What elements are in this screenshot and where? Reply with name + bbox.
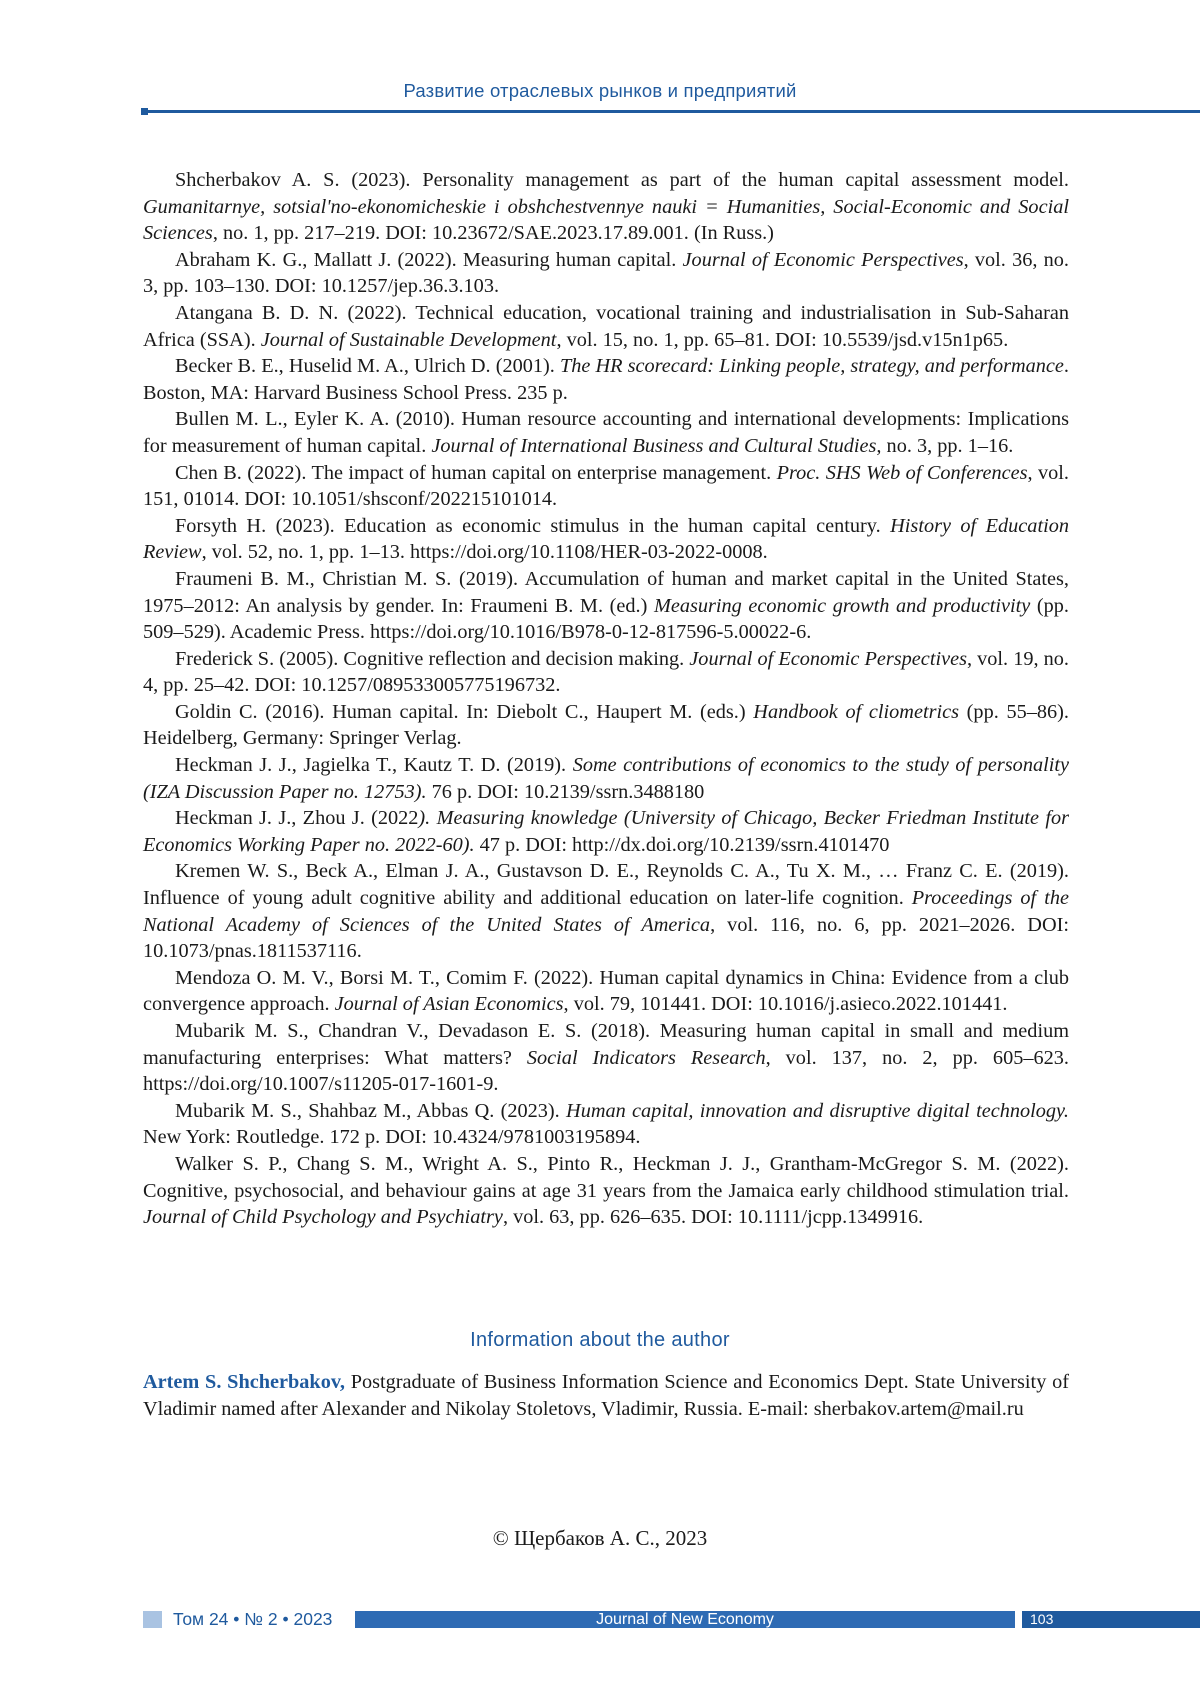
reference-item: Goldin C. (2016). Human capital. In: Diebolt C., Haupert M. (eds.) Handbook of cliometrics (pp. 55–86). Heidelberg, Germany: Springer Verlag. xyxy=(143,700,1069,750)
footer-issue: Том 24 • № 2 • 2023 xyxy=(173,1609,333,1629)
reference-item: Mubarik M. S., Shahbaz M., Abbas Q. (2023). Human capital, innovation and disruptive digital technology. New York: Routledge. 172 p. DOI: 10.4324/9781003195894. xyxy=(143,1099,1070,1149)
reference-item: Shcherbakov A. S. (2023). Personality management as part of the human capital assessment model. Gumanitarnye, sotsial'no-ekonomicheskie i obshchestvennye nauki = Humanities, Social-Economic and Social Sciences, no. 1, pp. 217–219. DOI: 10.23672/SAE.2023.17.89.001. (In Russ.) xyxy=(143,169,1069,245)
reference-item: Walker S. P., Chang S. M., Wright A. S., Pinto R., Heckman J. J., Grantham-McGregor S. M. (2022). Cognitive, psychosocial, and behaviour gains at age 31 years from the Jamaica early childhood stimulation trial. Journal of Child Psychology and Psychiatry, vol. 63, pp. 626–635. DOI: 10.1111/jcpp.1349916. xyxy=(143,1152,1069,1229)
reference-item: Becker B. E., Huselid M. A., Ulrich D. (2001). The HR scorecard: Linking people, strategy, and performance. Boston, MA: Harvard Business School Press. 235 p. xyxy=(143,355,1069,404)
footer-marker xyxy=(143,1611,162,1628)
page-number: 103 xyxy=(1022,1611,1200,1628)
footer-journal-title: Journal of New Economy xyxy=(355,1611,1015,1628)
header-rule xyxy=(146,110,1200,113)
author-details: Postgraduate of Business Information Science and Economics Dept. State University of Vladimir named after Alexander and Nikolay Stoletovs, Vladimir, Russia. E-mail: sherbakov.artem@mail.ru xyxy=(143,1371,1069,1420)
reference-item: Bullen M. L., Eyler K. A. (2010). Human resource accounting and international developments: Implications for measurement of human capital. Journal of International Business and Cultural Studies, no. 3, pp. 1–16. xyxy=(143,408,1069,457)
reference-item: Mendoza O. M. V., Borsi M. T., Comim F. (2022). Human capital dynamics in China: Evidence from a club convergence approach. Journal of Asian Economics, vol. 79, 101441. DOI: 10.1016/j.asieco.2022.101441. xyxy=(143,966,1069,1016)
author-section-title: Information about the author xyxy=(470,1329,730,1351)
reference-item: Chen B. (2022). The impact of human capital on enterprise management. Proc. SHS Web of Conferences, vol. 151, 01014. DOI: 10.1051/shsconf/202215101014. xyxy=(143,461,1069,511)
reference-item: Frederick S. (2005). Cognitive reflection and decision making. Journal of Economic Perspectives, vol. 19, no. 4, pp. 25–42. DOI: 10.1257/089533005775196732. xyxy=(143,647,1069,697)
author-info xyxy=(143,1369,1069,1422)
author-name: Artem S. Shcherbakov, xyxy=(143,1371,345,1393)
reference-item: Forsyth H. (2023). Education as economic stimulus in the human capital century. History of Education Review, vol. 52, no. 1, pp. 1–13. https://doi.org/10.1108/HER-03-2022-0008. xyxy=(143,514,1069,564)
reference-item: Fraumeni B. M., Christian M. S. (2019). Accumulation of human and market capital in the United States, 1975–2012: An analysis by gender. In: Fraumeni B. M. (ed.) Measuring economic growth and productivity (pp. 509–529). Academic Press. https://doi.org/10.1016/B978-0-12-817596-5.00022-6. xyxy=(143,567,1069,644)
copyright-notice: © Щербаков А. С., 2023 xyxy=(492,1526,708,1550)
reference-item: Abraham K. G., Mallatt J. (2022). Measuring human capital. Journal of Economic Perspectives, vol. 36, no. 3, pp. 103–130. DOI: 10.1257/jep.36.3.103. xyxy=(143,248,1069,298)
reference-item: Atangana B. D. N. (2022). Technical education, vocational training and industrialisation in Sub-Saharan Africa (SSA). Journal of Sustainable Development, vol. 15, no. 1, pp. 65–81. DOI: 10.5539/jsd.v15n1p65. xyxy=(143,301,1069,351)
reference-item: Heckman J. J., Jagielka T., Kautz T. D. (2019). Some contributions of economics to the study of personality (IZA Discussion Paper no. 12753). 76 p. DOI: 10.2139/ssrn.3488180 xyxy=(143,754,1070,803)
reference-item: Mubarik M. S., Chandran V., Devadason E. S. (2018). Measuring human capital in small and medium manufacturing enterprises: What matters? Social Indicators Research, vol. 137, no. 2, pp. 605–623. https://doi.org/10.1007/s11205-017-1601-9. xyxy=(143,1020,1069,1096)
running-title: Развитие отраслевых рынков и предприятий xyxy=(403,80,797,101)
reference-item: Kremen W. S., Beck A., Elman J. A., Gustavson D. E., Reynolds C. A., Tu X. M., … Franz C. E. (2019). Influence of young adult cognitive ability and additional education on later-life cognition. Proceedings of the National Academy of Sciences of the United States of America, vol. 116, no. 6, pp. 2021–2026. DOI: 10.1073/pnas.1811537116. xyxy=(143,860,1069,963)
reference-item: Heckman J. J., Zhou J. (2022). Measuring knowledge (University of Chicago, Becker Friedman Institute for Economics Working Paper no. 2022-60). 47 p. DOI: http://dx.doi.org/10.2139/ssrn.4101470 xyxy=(143,807,1069,856)
references-list xyxy=(143,167,1069,1231)
